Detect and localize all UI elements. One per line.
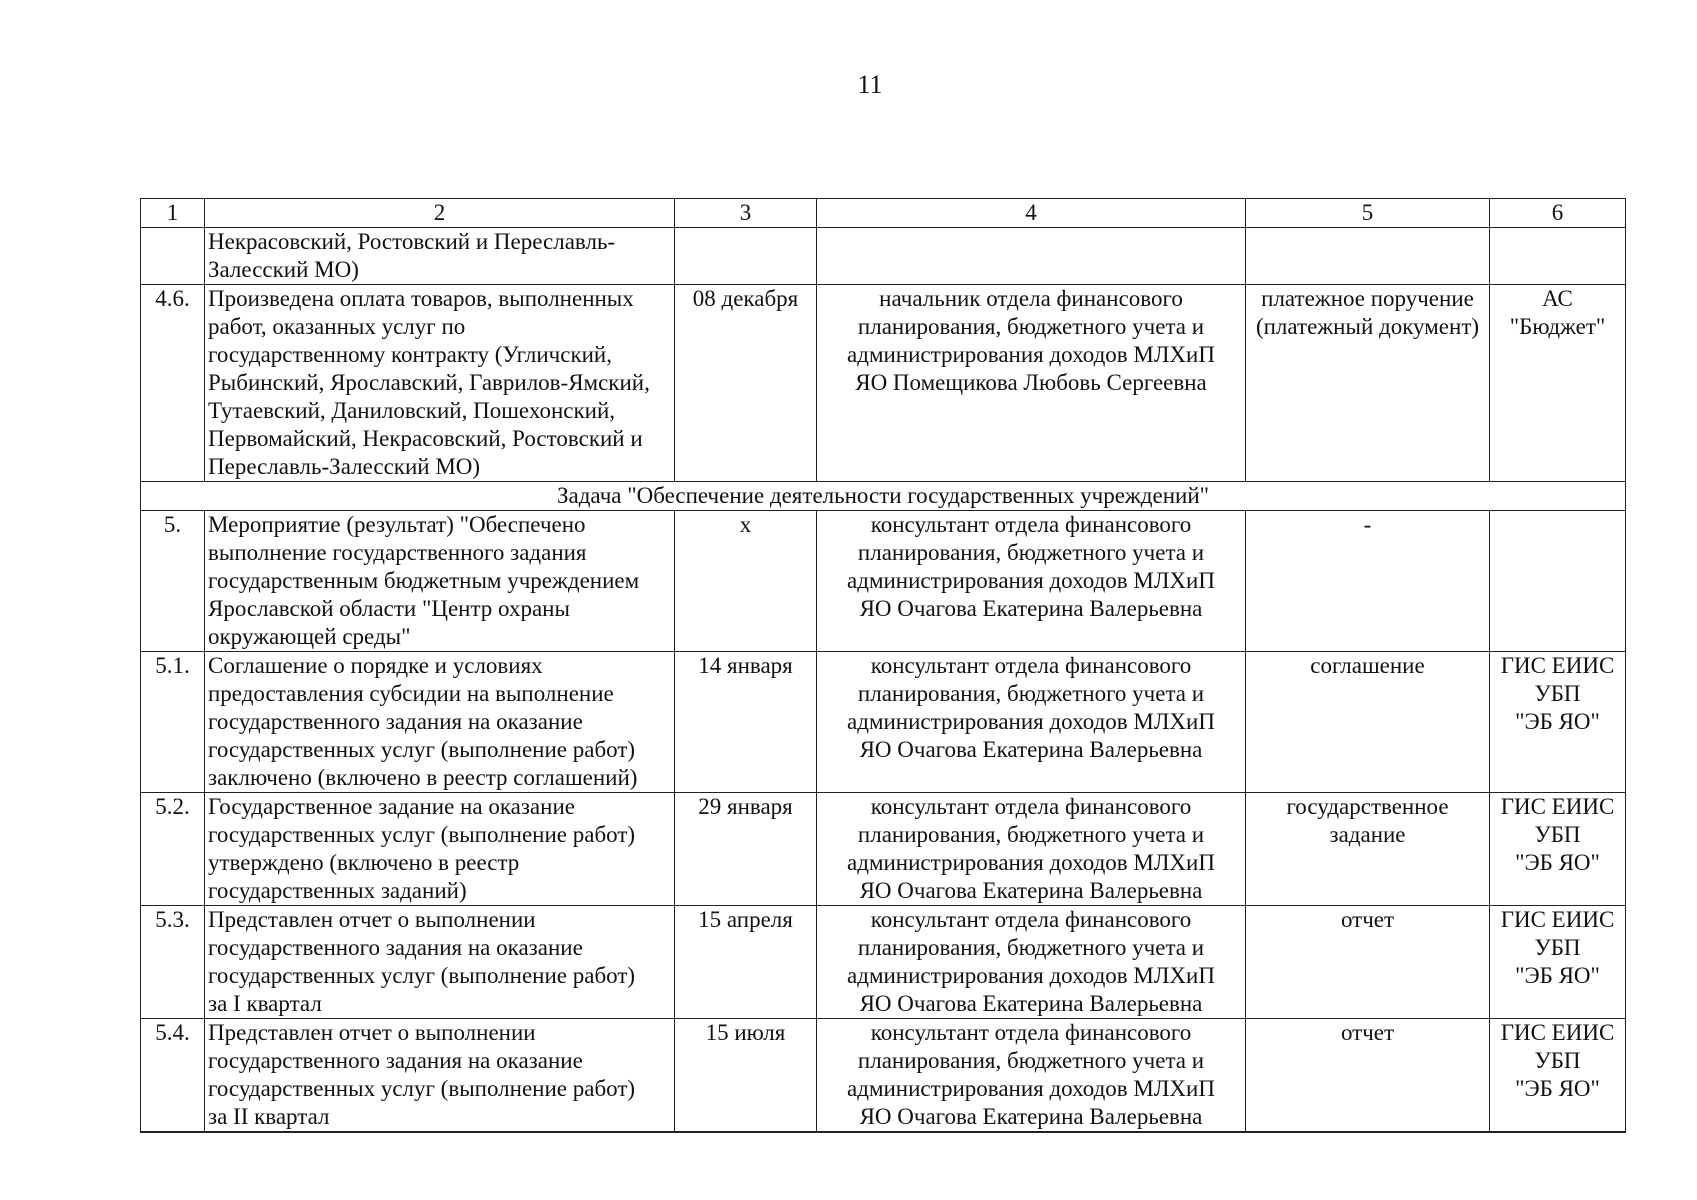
row-system: [1490, 1132, 1626, 1133]
row-responsible: консультант отдела финансового планирования, бюджетного учета и администрирования доходов МЛХиП ЯО Очагова Екатерина Валерьевна: [817, 1019, 1246, 1132]
row-system: ГИС ЕИИС УБП "ЭБ ЯО": [1490, 906, 1626, 1019]
row-responsible: [817, 228, 1246, 285]
row-description: Произведена оплата товаров, выполненных работ, оказанных услуг по государственному контракту (Угличский, Рыбинский, Ярославский, Гаврилов-Ямский, Тутаевский, Даниловский, Пошехонский, Первомайский, Некрасовский, Ростовский и Переславль-Залесский МО): [205, 285, 675, 482]
column-header: 6: [1490, 199, 1626, 228]
row-date: [675, 1132, 817, 1133]
row-responsible: консультант отдела финансового планирования, бюджетного учета и администрирования доходов МЛХиП ЯО Очагова Екатерина Валерьевна: [817, 511, 1246, 652]
row-responsible: консультант отдела финансового планирования, бюджетного учета и администрирования доходов МЛХиП ЯО Очагова Екатерина Валерьевна: [817, 906, 1246, 1019]
table-row: [141, 511, 1626, 652]
row-date: 15 апреля: [675, 906, 817, 1019]
row-number: 5.2.: [141, 793, 205, 906]
table-row: [141, 652, 1626, 793]
row-system: АС "Бюджет": [1490, 285, 1626, 482]
row-number: 4.6.: [141, 285, 205, 482]
table-row: [141, 1019, 1626, 1132]
table-row: [141, 1132, 1626, 1133]
row-number: 5.: [141, 511, 205, 652]
page-number: 11: [857, 70, 883, 99]
row-system: [1490, 228, 1626, 285]
row-date: 14 января: [675, 652, 817, 793]
row-document: отчет: [1246, 906, 1490, 1019]
row-system: [1490, 511, 1626, 652]
column-header: 2: [205, 199, 675, 228]
row-document: [1246, 1132, 1490, 1133]
row-document: платежное поручение (платежный документ): [1246, 285, 1490, 482]
row-number: [141, 1132, 205, 1133]
table-row: [141, 285, 1626, 482]
row-description: Некрасовский, Ростовский и Переславль- Залесский МО): [205, 228, 675, 285]
row-date: [675, 228, 817, 285]
row-date: х: [675, 511, 817, 652]
table-header-row: [141, 199, 1626, 228]
row-system: ГИС ЕИИС УБП "ЭБ ЯО": [1490, 793, 1626, 906]
row-responsible: консультант отдела финансового планирования, бюджетного учета и администрирования доходов МЛХиП ЯО Очагова Екатерина Валерьевна: [817, 793, 1246, 906]
row-number: [141, 228, 205, 285]
row-document: [1246, 228, 1490, 285]
row-number: 5.1.: [141, 652, 205, 793]
row-number: 5.4.: [141, 1019, 205, 1132]
row-description: Мероприятие (результат) "Обеспечено выполнение государственного задания государственным бюджетным учреждением Ярославской области "Центр охраны окружающей среды": [205, 511, 675, 652]
row-description: Представлен отчет о выполнении государственного задания на оказание государственных услуг (выполнение работ) за II квартал: [205, 1019, 675, 1132]
row-date: 15 июля: [675, 1019, 817, 1132]
column-header: 5: [1246, 199, 1490, 228]
row-description: Соглашение о порядке и условиях предоставления субсидии на выполнение государственного задания на оказание государственных услуг (выполнение работ) заключено (включено в реестр соглашений): [205, 652, 675, 793]
column-header: 3: [675, 199, 817, 228]
row-responsible: [817, 1132, 1246, 1133]
row-description: Представлен отчет о выполнении государственного задания на оказание государственных услуг (выполнение работ) за I квартал: [205, 906, 675, 1019]
task-row: [141, 482, 1626, 511]
row-responsible: начальник отдела финансового планирования, бюджетного учета и администрирования доходов МЛХиП ЯО Помещикова Любовь Сергеевна: [817, 285, 1246, 482]
row-document: соглашение: [1246, 652, 1490, 793]
row-responsible: консультант отдела финансового планирования, бюджетного учета и администрирования доходов МЛХиП ЯО Очагова Екатерина Валерьевна: [817, 652, 1246, 793]
row-system: ГИС ЕИИС УБП "ЭБ ЯО": [1490, 1019, 1626, 1132]
row-document: отчет: [1246, 1019, 1490, 1132]
row-description: Государственное задание на оказание государственных услуг (выполнение работ) утверждено (включено в реестр государственных заданий): [205, 793, 675, 906]
row-description: [205, 1132, 675, 1133]
table-row: [141, 793, 1626, 906]
row-number: 5.3.: [141, 906, 205, 1019]
row-system: ГИС ЕИИС УБП "ЭБ ЯО": [1490, 652, 1626, 793]
table-row: [141, 906, 1626, 1019]
table-row: [141, 228, 1626, 285]
plan-table: [140, 198, 1626, 1133]
column-header: 1: [141, 199, 205, 228]
row-document: государственное задание: [1246, 793, 1490, 906]
row-date: 29 января: [675, 793, 817, 906]
row-document: -: [1246, 511, 1490, 652]
task-title: Задача "Обеспечение деятельности государственных учреждений": [141, 482, 1626, 511]
column-header: 4: [817, 199, 1246, 228]
row-date: 08 декабря: [675, 285, 817, 482]
